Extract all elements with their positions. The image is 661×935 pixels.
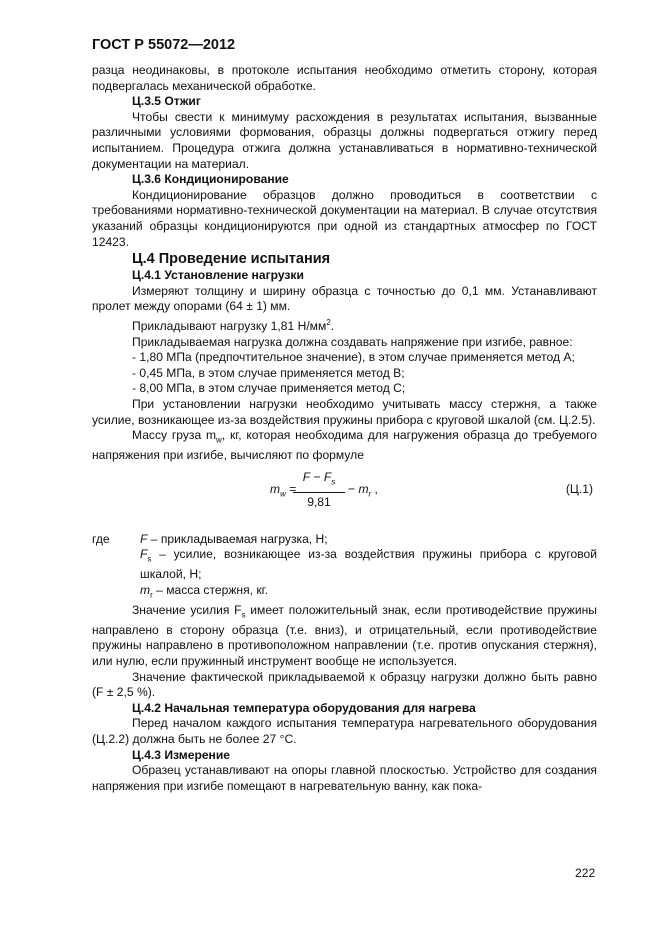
formula-rest: − $m_r$ , — [348, 481, 378, 499]
paragraph: Измеряют толщину и ширину образца с точностью до 0,1 мм. Устанавливают пролет между опорами (64 ± 1) мм. — [92, 283, 597, 314]
paragraph: Образец устанавливают на опоры главной плоскостью. Устройство для создания напряжения при изгибе помещают в нагревательную ванну, как пока- — [92, 763, 597, 793]
formula-numerator: $F - F_s$ — [293, 470, 345, 493]
formula-fraction — [293, 470, 345, 511]
definition-item: $m_r$ – масса стержня, кг. — [140, 582, 268, 600]
page-number: 222 — [575, 866, 596, 880]
paragraph: Значение фактической прикладываемой к образцу нагрузки должно быть равно (F ± 2,5 %). — [92, 669, 597, 700]
list-item: - 8,00 МПа, в этом случае применяется метод С; — [132, 381, 406, 396]
paragraph: Значение усилия $F_s$ имеет положительный знак, если противодействие пружины направлено в сторону образца (т.е. вниз), и отрицательный, если противодействие пружины направлено в противоположном направлении (т.е. против опускания стержня), или нулю, если пружинный инструмент вообще не используется. — [92, 602, 598, 669]
definition-item: F – прикладываемая нагрузка, Н; — [140, 531, 328, 546]
subsection-heading-c43: Ц.4.3 Измерение — [132, 747, 231, 762]
paragraph: Прикладывают нагрузку 1,81 $Н/мм^2$. — [132, 317, 335, 333]
paragraph: При установлении нагрузки необходимо учитывать массу стержня, а также усилие, возникающее из-за воздействия пружины прибора с круговой шкалой (см. Ц.2.5). — [92, 396, 597, 427]
paragraph: Массу груза $m_w$, кг, которая необходима для нагружения образца до требуемого напряжения при изгибе, вычисляют по формуле — [92, 428, 597, 463]
subsection-heading-c42: Ц.4.2 Начальная температура оборудования для нагрева — [132, 700, 476, 715]
document-header: ГОСТ Р 55072—2012 — [92, 37, 236, 53]
list-item: - 0,45 МПа, в этом случае применяется метод В; — [132, 365, 405, 380]
paragraph: Чтобы свести к минимуму расхождения в результатах испытания, вызванные различными условиями формования, образцы должны подвергаться отжигу перед испытанием. Процедура отжига должна устанавливаться в нормативно-технической документации на материал. — [92, 109, 597, 171]
list-item: - 1,80 МПа (предпочтительное значение), в этом случае применяется метод А; — [132, 350, 575, 365]
formula-c1 — [92, 470, 597, 526]
document-body — [92, 63, 597, 794]
formula-number: (Ц.1) — [565, 481, 593, 496]
section-heading-c4: Ц.4 Проведение испытания — [132, 251, 331, 268]
paragraph: Перед началом каждого испытания температура нагревательного оборудования (Ц.2.2) должна быть не более 27 °С. — [92, 716, 597, 747]
paragraph: разца неодинаковы, в протоколе испытания необходимо отметить сторону, которая подвергалась механической обработке. — [92, 63, 597, 93]
subsection-heading-c36: Ц.3.6 Кондиционирование — [132, 172, 289, 187]
where-label: где — [92, 531, 110, 546]
definition-item: $F_s$ – усилие, возникающее из-за воздействия пружины прибора с круговой шкалой, Н; — [140, 547, 597, 582]
formula-lhs: $m_w$ = — [270, 481, 297, 499]
variable-definitions — [92, 532, 597, 603]
subsection-heading-c35: Ц.3.5 Отжиг — [132, 94, 201, 109]
paragraph: Прикладываемая нагрузка должна создавать напряжение при изгибе, равное: — [132, 334, 573, 349]
subsection-heading-c41: Ц.4.1 Установление нагрузки — [132, 268, 304, 283]
formula-denominator: 9,81 — [307, 494, 331, 509]
paragraph: Кондиционирование образцов должно проводиться в соответствии с требованиями нормативно-технической документации на материал. В случае отсутствия указаний образцы кондиционируются при одной из стандартных атмосфер по ГОСТ 12423. — [92, 187, 597, 249]
